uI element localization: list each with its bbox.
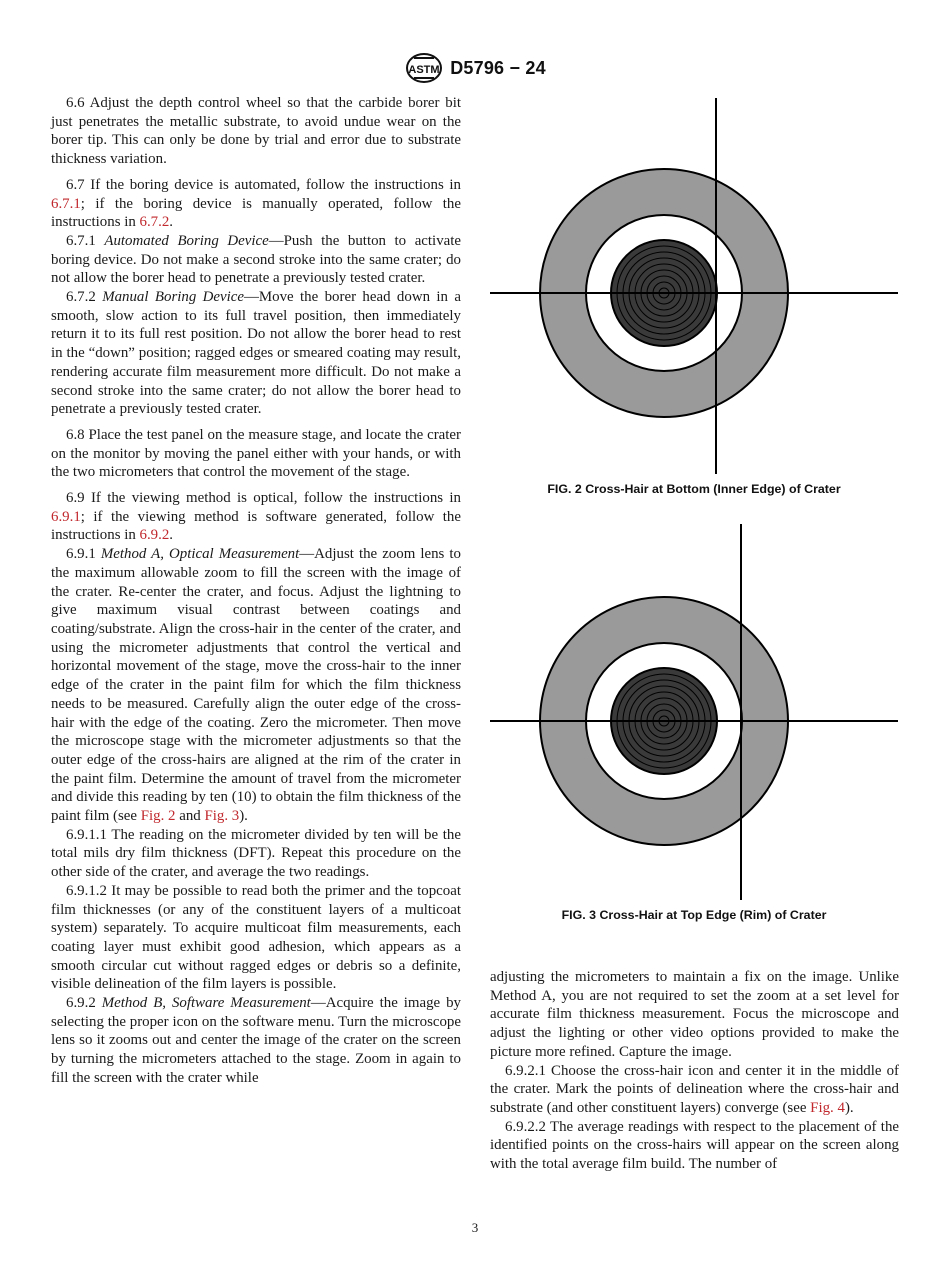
- figure-3-caption: FIG. 3 Cross-Hair at Top Edge (Rim) of Crater: [561, 908, 827, 922]
- link-fig-4[interactable]: Fig. 4: [810, 1099, 845, 1116]
- para-6-9-1-2: 6.9.1.2 It may be possible to read both the primer and the topcoat film thicknesses (or any of the constituent layers of a multicoat system) separately. To acquire multicoat film measurements, each coating layer must exhibit good adhesion, which appears as a smooth circular cut without ragged edges or debris so a definite, visible delineation of the film layers is possible.: [51, 882, 461, 993]
- figure-3: [490, 524, 898, 902]
- document-designation: D5796 − 24: [450, 57, 546, 78]
- para-continued: adjusting the micrometers to maintain a fix on the image. Unlike Method A, you are not required to set the zoom at a set level for accurate film thickness measurement. Focus the microscope and adjust the lighting or other video options provided to make the picture more refined. Capture the image.: [490, 969, 899, 1060]
- figure-2: [490, 98, 898, 476]
- astm-logo: [404, 52, 444, 84]
- right-text-column: [490, 968, 899, 1174]
- link-6-7-1[interactable]: 6.7.1: [51, 195, 81, 212]
- para-6-6: 6.6 Adjust the depth control wheel so that the carbide borer bit just penetrates the metallic substrate, to avoid undue wear on the borer tip. This can only be done by trial and error due to substrate thickness variation.: [51, 95, 461, 168]
- figure-3-crater-diagram: [490, 524, 898, 902]
- figure-2-crater-diagram: [490, 98, 898, 476]
- link-6-9-2[interactable]: 6.9.2: [139, 527, 170, 544]
- link-6-7-2[interactable]: 6.7.2: [139, 214, 170, 231]
- link-fig-2[interactable]: Fig. 2: [140, 808, 176, 825]
- svg-text:ASTM: ASTM: [408, 64, 440, 76]
- para-6-9-1: 6.9.1 Method A, Optical Measurement—Adjust the zoom lens to the maximum allowable zoom to fill the screen with the image of the crater. Re-center the crater, and focus. Adjust the lightning to give maximum visual contrast between coatings and coating/substrate. Align the cross-hair in the center of the crater, and using the micrometer adjustments that control the vertical and horizontal movement of the stage, move the cross-hair to the inner edge of the crater in the paint film for which the film thickness needs to be measured. Carefully align the outer edge of the cross-hair with the edge of the coating. Zero the micrometer. Then move the microscope stage with the micrometer adjustments so that the outer edge of the cross-hairs are aligned at the rim of the crater in the paint film. Determine the amount of travel from the micrometer and divide this reading by ten (10) to obtain the film thickness of the paint film (see Fig. 2 and Fig. 3).: [51, 546, 461, 825]
- para-6-7: 6.7 If the boring device is automated, follow the instructions in 6.7.1; if the boring device is manually operated, follow the instructions in 6.7.2.: [51, 176, 461, 231]
- para-6-9-2: 6.9.2 Method B, Software Measurement—Acquire the image by selecting the proper icon on the software menu. Turn the microscope lens so it zooms out and center the image of the crater on the screen by turning the micrometers attached to the stage. Zoom in again to fill the screen with the crater while: [51, 995, 461, 1086]
- para-6-9: 6.9 If the viewing method is optical, follow the instructions in 6.9.1; if the viewing method is software generated, follow the instructions in 6.9.2.: [51, 490, 461, 544]
- para-6-9-2-2: 6.9.2.2 The average readings with respect to the placement of the identified points on the cross-hairs will appear on the screen along with the total average film build. The number of: [490, 1118, 899, 1173]
- page-number: 3: [471, 1220, 479, 1235]
- link-6-9-1[interactable]: 6.9.1: [51, 508, 81, 525]
- page-header: [0, 52, 950, 84]
- figure-2-caption: FIG. 2 Cross-Hair at Bottom (Inner Edge) of Crater: [547, 482, 841, 496]
- link-fig-3[interactable]: Fig. 3: [204, 808, 240, 825]
- para-6-7-1: 6.7.1 Automated Boring Device—Push the button to activate boring device. Do not make a second stroke into the same crater; do not allow the borer head to penetrate a previously tested crater.: [51, 232, 461, 287]
- para-6-8: 6.8 Place the test panel on the measure stage, and locate the crater on the monitor by moving the panel either with your hands, or with the two micrometers that control the movement of the stage.: [51, 426, 461, 481]
- left-text-column: [51, 94, 461, 1088]
- para-6-7-2: 6.7.2 Manual Boring Device—Move the borer head down in a smooth, slow action to its full travel position, then immediately return it to its full rest position. Do not allow the borer head to rest in the “down” position; ragged edges or smeared coating may result, rendering accurate film measurement more difficult. Do not make a second stroke into the same crater; do not allow the borer head to penetrate a previously tested crater.: [51, 289, 461, 418]
- para-6-9-1-1: 6.9.1.1 The reading on the micrometer divided by ten will be the total mils dry film thickness (DFT). Repeat this procedure on the other side of the crater, and average the two readings.: [51, 826, 461, 881]
- para-6-9-2-1: 6.9.2.1 Choose the cross-hair icon and center it in the middle of the crater. Mark the points of delineation where the cross-hair and substrate (and other constituent layers) converge (see Fig. 4).: [490, 1062, 899, 1116]
